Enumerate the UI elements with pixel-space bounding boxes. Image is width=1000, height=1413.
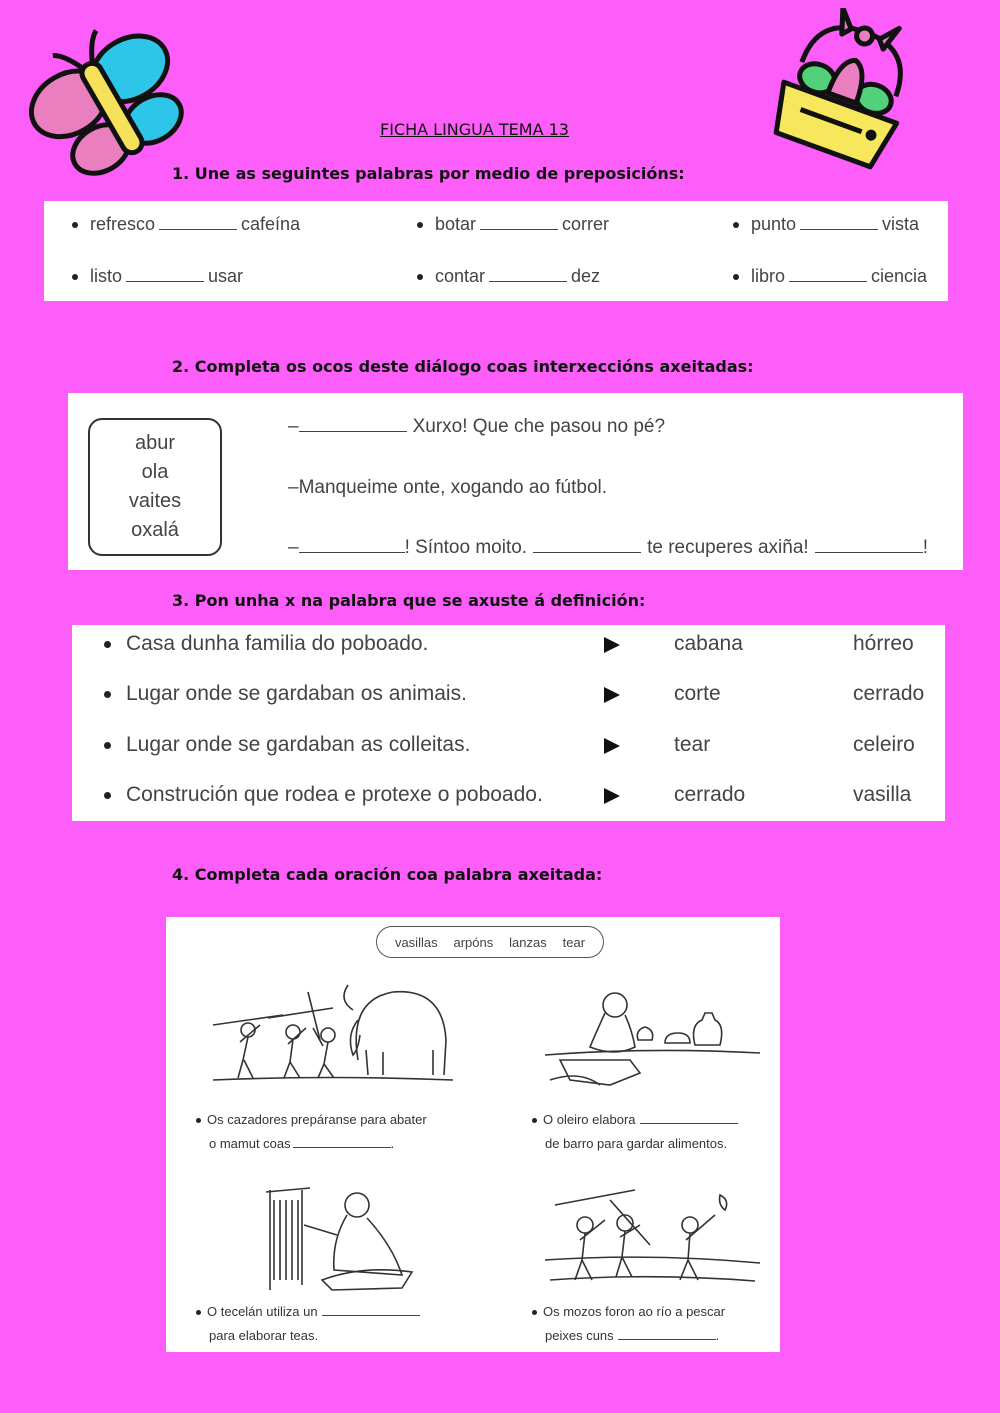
answer-blank[interactable] <box>299 552 405 553</box>
option-checkbox[interactable]: tear <box>674 733 711 756</box>
answer-blank[interactable] <box>322 1315 420 1316</box>
answer-blank[interactable] <box>299 431 407 432</box>
exercise-sentence: O tecelán utiliza un para elaborar teas. <box>196 1300 420 1348</box>
definition-row: Lugar onde se gardaban as colleitas. <box>104 733 470 757</box>
weaver-illustration <box>262 1180 422 1295</box>
option-checkbox[interactable]: hórreo <box>853 632 914 655</box>
definition-row: Casa dunha familia do poboado. <box>104 632 428 656</box>
section2-heading: 2. Completa os ocos deste diálogo coas interxeccións axeitadas: <box>172 357 754 376</box>
dialog-line: – ! Síntoo moito. te recuperes axiña! ! <box>288 537 928 558</box>
answer-blank[interactable] <box>789 281 867 282</box>
arrow-icon <box>604 788 620 804</box>
section4-heading: 4. Completa cada oración coa palabra axeitada: <box>172 865 603 884</box>
section1-heading: 1. Une as seguintes palabras por medio de preposicións: <box>172 164 685 183</box>
potter-illustration <box>540 985 765 1095</box>
exercise-sentence: Os cazadores prepáranse para abater o mamut coas . <box>196 1108 427 1156</box>
dialog-line: – Xurxo! Que che pasou no pé? <box>288 416 666 437</box>
flower-basket-icon <box>752 8 932 188</box>
word-bank <box>376 926 604 958</box>
answer-blank[interactable] <box>640 1123 738 1124</box>
word-bank-item: ola <box>141 461 169 483</box>
page-title: FICHA LINGUA TEMA 13 <box>380 120 569 139</box>
word-bank-item: abur <box>134 432 176 454</box>
exercise-sentence: Os mozos foron ao río a pescar peixes cuns . <box>532 1300 725 1348</box>
option-checkbox[interactable]: corte <box>674 682 721 705</box>
option-checkbox[interactable]: cerrado <box>853 682 925 705</box>
word-bank-item: lanzas <box>509 934 547 950</box>
answer-blank[interactable] <box>815 552 923 553</box>
section1-item: refresco cafeína <box>72 214 300 235</box>
word-bank-item: tear <box>562 934 586 950</box>
section3-heading: 3. Pon unha x na palabra que se axuste á definición: <box>172 591 646 610</box>
arrow-icon <box>604 738 620 754</box>
section1-item: listo usar <box>72 266 243 287</box>
arrow-icon <box>604 687 620 703</box>
word-bank-item: oxalá <box>131 519 179 541</box>
answer-blank[interactable] <box>293 1147 391 1148</box>
section1-item: punto vista <box>733 214 919 235</box>
answer-blank[interactable] <box>126 281 204 282</box>
answer-blank[interactable] <box>533 552 641 553</box>
word-bank-item: vaites <box>128 490 182 512</box>
hunters-mammoth-illustration <box>208 980 458 1090</box>
word-bank <box>88 418 222 556</box>
arrow-icon <box>604 637 620 653</box>
option-checkbox[interactable]: vasilla <box>853 783 912 806</box>
answer-blank[interactable] <box>618 1339 716 1340</box>
dialog-line: –Manqueime onte, xogando ao fútbol. <box>288 477 608 498</box>
answer-blank[interactable] <box>480 229 558 230</box>
section1-item: libro ciencia <box>733 266 927 287</box>
word-bank-item: arpóns <box>453 934 494 950</box>
definition-row: Lugar onde se gardaban os animais. <box>104 682 467 706</box>
fishermen-illustration <box>540 1185 765 1300</box>
word-bank-item: vasillas <box>394 934 438 950</box>
section1-item: botar correr <box>417 214 609 235</box>
answer-blank[interactable] <box>489 281 567 282</box>
definition-row: Construción que rodea e protexe o poboado. <box>104 783 543 807</box>
answer-blank[interactable] <box>800 229 878 230</box>
answer-blank[interactable] <box>159 229 237 230</box>
exercise-sentence: O oleiro elabora de barro para gardar alimentos. <box>532 1108 738 1156</box>
section1-item: contar dez <box>417 266 600 287</box>
option-checkbox[interactable]: cabana <box>674 632 743 655</box>
option-checkbox[interactable]: celeiro <box>853 733 915 756</box>
option-checkbox[interactable]: cerrado <box>674 783 746 806</box>
